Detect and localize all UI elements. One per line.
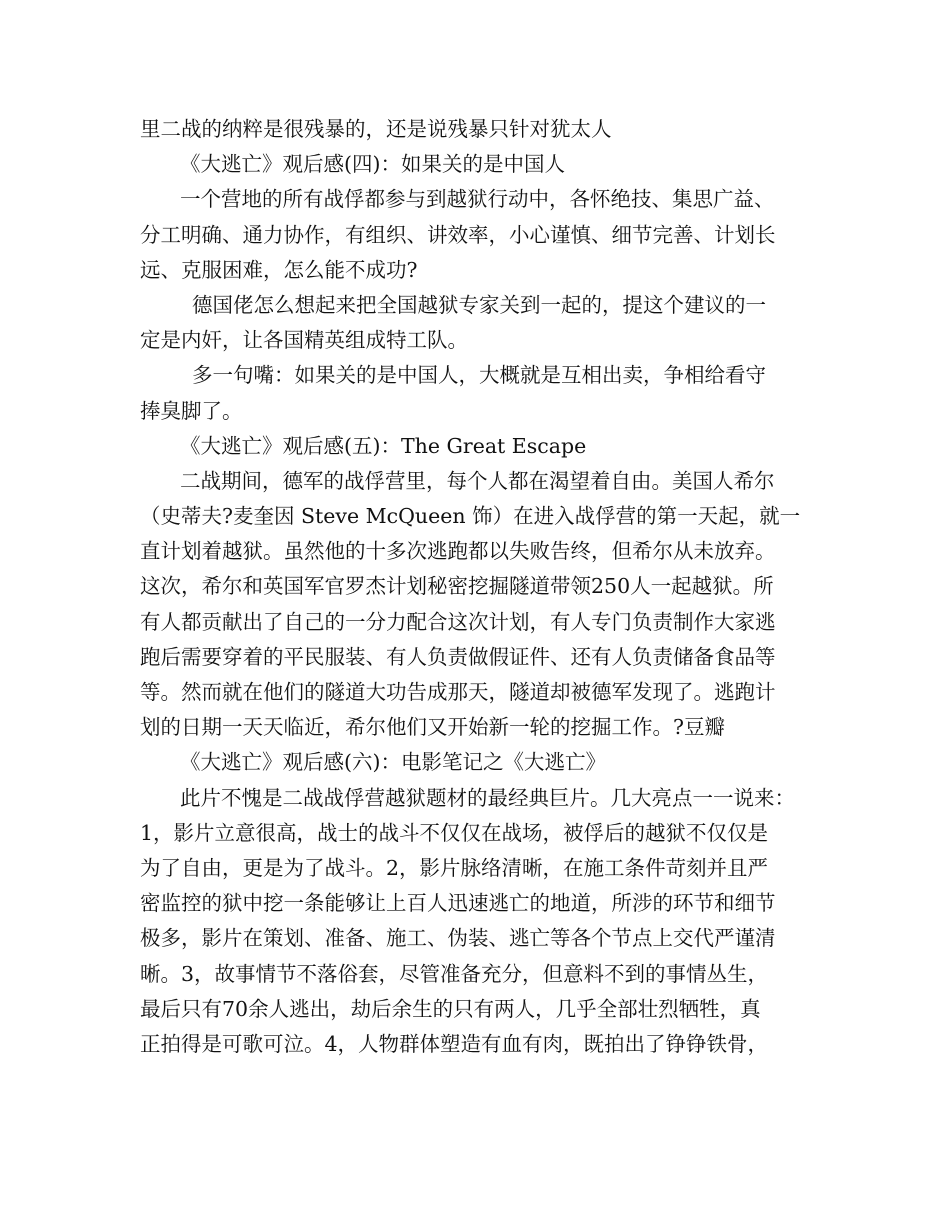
text-line: 二战期间，德军的战俘营里，每个人都在渴望着自由。美国人希尔 bbox=[180, 468, 775, 493]
text-line: 为了自由，更是为了战斗。2，影片脉络清晰，在施工条件苛刻并且严 bbox=[140, 855, 769, 880]
text-line: 有人都贡献出了自己的一分力配合这次计划，有人专门负责制作大家逃 bbox=[140, 609, 776, 634]
text-line: 密监控的狱中挖一条能够让上百人迅速逃亡的地道，所涉的环节和细节 bbox=[140, 891, 776, 916]
text-line: （史蒂夫?麦奎因 Steve McQueen 饰）在进入战俘营的第一天起，就一 bbox=[140, 504, 801, 529]
text-line: 等。然而就在他们的隧道大功告成那天，隧道却被德军发现了。逃跑计 bbox=[140, 680, 776, 704]
text-line: 直计划着越狱。虽然他的十多次逃跑都以失败告终，但希尔从未放弃。 bbox=[140, 539, 776, 564]
text-line: 此片不愧是二战战俘营越狱题材的最经典巨片。几大亮点一一说来： bbox=[180, 785, 795, 810]
text-line: 一个营地的所有战俘都参与到越狱行动中，各怀绝技、集思广益、 bbox=[180, 187, 775, 212]
text-line: 正拍得是可歌可泣。4，人物群体塑造有血有肉，既拍出了铮铮铁骨， bbox=[140, 1031, 769, 1056]
text-line: 里二战的纳粹是很残暴的，还是说残暴只针对犹太人 bbox=[140, 117, 612, 141]
section-heading: 《大逃亡》观后感(六)：电影笔记之《大逃亡》 bbox=[180, 750, 606, 775]
text-line: 多一句嘴：如果关的是中国人，大概就是互相出卖，争相给看守 bbox=[192, 363, 766, 388]
section-heading: 《大逃亡》观后感(五)：The Great Escape bbox=[180, 433, 587, 458]
document-body bbox=[140, 112, 820, 1062]
text-line: 定是内奸，让各国精英组成特工队。 bbox=[140, 328, 468, 353]
text-line: 1，影片立意很高，战士的战斗不仅仅在战场，被俘后的越狱不仅仅是 bbox=[140, 820, 769, 845]
text-line: 极多，影片在策划、准备、施工、伪装、逃亡等各个节点上交代严谨清 bbox=[140, 926, 776, 951]
text-line: 这次，希尔和英国军官罗杰计划秘密挖掘隧道带领250人一起越狱。所 bbox=[140, 574, 774, 599]
text-line: 德国佬怎么想起来把全国越狱专家关到一起的，提这个建议的一 bbox=[192, 292, 766, 317]
text-line: 捧臭脚了。 bbox=[140, 398, 243, 423]
text-line: 分工明确、通力协作，有组织、讲效率，小心谨慎、细节完善、计划长 bbox=[140, 222, 776, 247]
text-line: 晰。3，故事情节不落俗套，尽管准备充分，但意料不到的事情丛生， bbox=[140, 961, 769, 986]
section-heading: 《大逃亡》观后感(四)：如果关的是中国人 bbox=[180, 152, 565, 177]
text-line: 最后只有70余人逃出，劫后余生的只有两人，几乎全部壮烈牺牲，真 bbox=[140, 996, 761, 1021]
text-line: 远、克服困难，怎么能不成功? bbox=[140, 257, 418, 282]
text-line: 跑后需要穿着的平民服装、有人负责做假证件、还有人负责储备食品等 bbox=[140, 644, 776, 669]
text-line: 划的日期一天天临近，希尔他们又开始新一轮的挖掘工作。?豆瓣 bbox=[140, 715, 725, 740]
